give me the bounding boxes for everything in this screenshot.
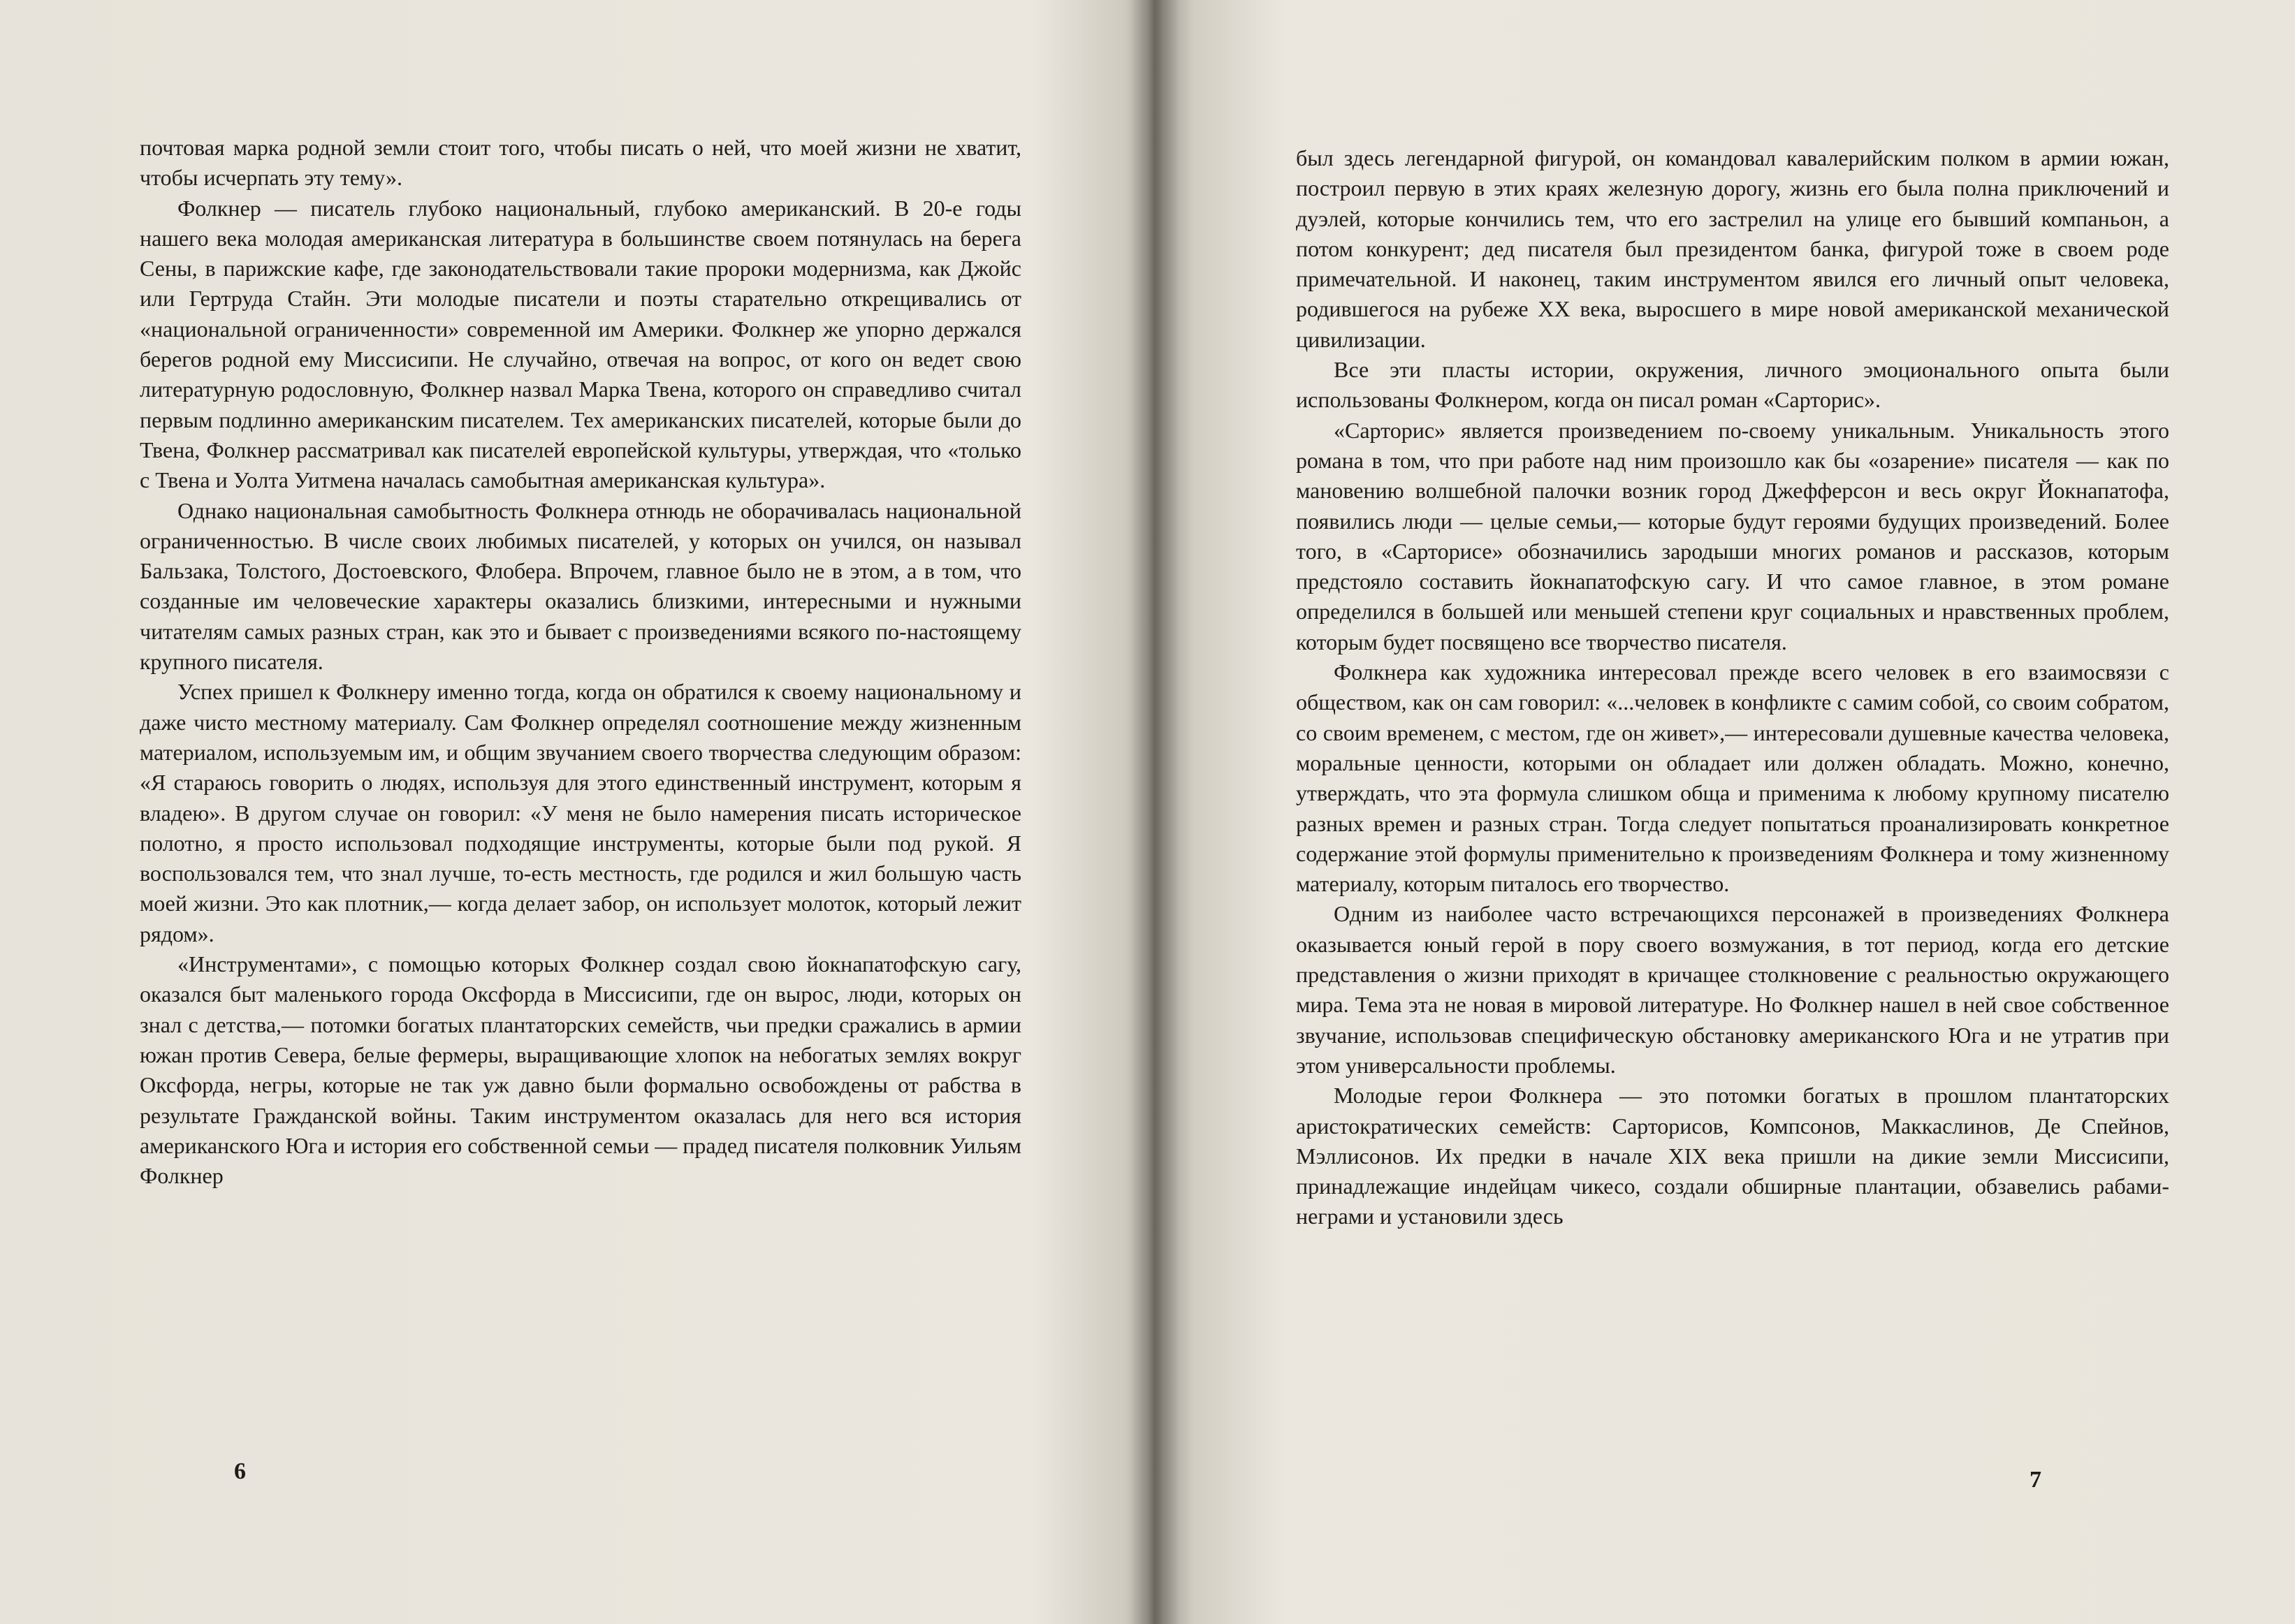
left-page-text [140, 133, 1021, 1191]
paragraph: был здесь легендарной фигурой, он командовал кавалерийским полком в армии южан, построил первую в этих краях железную дорогу, жизнь его была полна приключений и дуэлей, которые кончились тем, что его застрелил на улице его бывший компаньон, а потом конкурент; дед писателя был президентом банка, фигурой тоже в своем роде примечательной. И наконец, таким инструментом явился его личный опыт человека, родившегося на рубеже XX века, выросшего в мире новой американской механической цивилизации. [1296, 145, 2169, 352]
left-page [0, 0, 1146, 1624]
paragraph: Молодые герои Фолкнера — это потомки богатых в прошлом плантаторских аристократических семейств: Сарторисов, Компсонов, Маккаслинов, Де Спейнов, Мэллисонов. Их предки в начале XIX века пришли на дикие земли Миссисипи, принадлежащие индейцам чикесо, создали обширные плантации, обзавелись рабами-неграми и установили здесь [1296, 1083, 2169, 1229]
paragraph: Однако национальная самобытность Фолкнера отнюдь не оборачивалась национальной ограниченностью. В числе своих любимых писателей, у которых он учился, он называл Бальзака, Толстого, Достоевского, Флобера. Впрочем, главное было не в этом, а в том, что созданные им человеческие характеры оказались близкими, интересными и нужными читателям самых разных стран, как это и бывает с произведениями всякого по-настоящему крупного писателя. [140, 497, 1021, 675]
paragraph: почтовая марка родной земли стоит того, чтобы писать о ней, что моей жизни не хватит, чтобы исчерпать эту тему». [140, 135, 1021, 191]
right-page-text [1296, 143, 2169, 1232]
paragraph: Все эти пласты истории, окружения, личного эмоционального опыта были использованы Фолкнером, когда он писал роман «Сарторис». [1296, 357, 2169, 413]
paragraph: Успех пришел к Фолкнеру именно тогда, когда он обратился к своему национальному и даже чисто местному материалу. Сам Фолкнер определял соотношение между жизненным материалом, используемым им, и общим звучанием своего творчества следующим образом: «Я стараюсь говорить о людях, используя для этого единственный инструмент, которым я владею». В другом случае он говорил: «У меня не было намерения писать историческое полотно, я просто использовал подходящие инструменты, которые были под рукой. Я воспользовался тем, что знал лучше, то-есть местность, где родился и жил большую часть моей жизни. Это как плотник,— когда делает забор, он использует молоток, который лежит рядом». [140, 679, 1021, 946]
paragraph: Фолкнера как художника интересовал прежде всего человек в его взаимосвязи с обществом, как он сам говорил: «...человек в конфликте с самим собой, со своим собратом, со своим временем, с местом, где он живет»,— интересовали душевные качества человека, моральные ценности, которыми он обладает или должен обладать. Можно, конечно, утверждать, что эта формула слишком обща и применима к любому крупному писателю разных времен и разных стран. Тогда следует попытаться проанализировать конкретное содержание этой формулы применительно к произведениям Фолкнера и тому жизненному материалу, которым питалось его творчество. [1296, 659, 2169, 897]
page-number: 6 [234, 1458, 246, 1484]
right-page [1163, 0, 2295, 1624]
paragraph: Фолкнер — писатель глубоко национальный, глубоко американский. В 20-е годы нашего века молодая американская литература в большинстве своем потянулась на берега Сены, в парижские кафе, где законодательствовали такие пророки модернизма, как Джойс или Гертруда Стайн. Эти молодые писатели и поэты старательно открещивались от «национальной ограниченности» современной им Америки. Фолкнер же упорно держался берегов родной ему Миссисипи. Не случайно, отвечая на вопрос, от кого он ведет свою литературную родословную, Фолкнер назвал Марка Твена, которого он справедливо считал первым подлинно американским писателем. Тех американских писателей, которые были до Твена, Фолкнер рассматривал как писателей европейской культуры, утверждая, что «только с Твена и Уолта Уитмена началась самобытная американская культура». [140, 195, 1021, 493]
paragraph: «Инструментами», с помощью которых Фолкнер создал свою йокнапатофскую сагу, оказался быт маленького города Оксфорда в Миссисипи, где он вырос, люди, которых он знал с детства,— потомки богатых плантаторских семейств, чьи предки сражались в армии южан против Севера, белые фермеры, выращивающие хлопок на небогатых землях вокруг Оксфорда, негры, которые не так уж давно были формально освобождены от рабства в результате Гражданской войны. Таким инструментом оказалась для него вся история американского Юга и история его собственной семьи — прадед писателя полковник Уильям Фолкнер [140, 951, 1021, 1189]
paragraph: Одним из наиболее часто встречающихся персонажей в произведениях Фолкнера оказывается юный герой в пору своего возмужания, в тот период, когда его детские представления о жизни приходят в кричащее столкновение с реальностью окружающего мира. Тема эта не новая в мировой литературе. Но Фолкнер нашел в ней свое собственное звучание, использовав специфическую обстановку американского Юга и не утратив при этом универсальности проблемы. [1296, 901, 2169, 1078]
paragraph: «Сарторис» является произведением по-своему уникальным. Уникальность этого романа в том, что при работе над ним произошло как бы «озарение» писателя — как по мановению волшебной палочки возник город Джефферсон и весь округ Йокнапатофа, появились люди — целые семьи,— которые будут героями будущих произведений. Более того, в «Сарторисе» обозначились зародыши многих романов и рассказов, которым предстояло составить йокнапатофскую сагу. И что самое главное, в этом романе определился в большей или меньшей степени круг социальных и нравственных проблем, которым будет посвящено все творчество писателя. [1296, 417, 2169, 654]
page-number: 7 [2030, 1467, 2041, 1493]
